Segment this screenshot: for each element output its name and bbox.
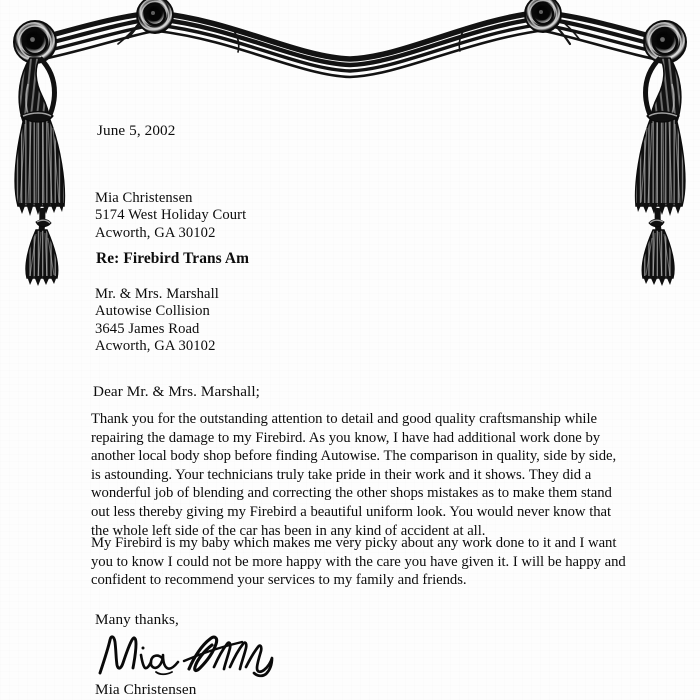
subject-line: Re: Firebird Trans Am (96, 250, 250, 267)
sender-line: Acworth, GA 30102 (95, 224, 216, 241)
recipient-line: Autowise Collision (95, 303, 210, 320)
sender-line: Mia Christensen (95, 190, 193, 206)
salutation: Dear Mr. & Mrs. Marshall; (93, 383, 261, 400)
recipient-line: 3645 James Road (95, 320, 200, 337)
body-paragraph: My Firebird is my baby which makes me very picky about any work done to it and I want you to know I could not be more happy with the care you have given it. I will be happy and confident to recommend your services to my family and friends. (91, 535, 626, 589)
sender-line: 5174 West Holiday Court (95, 207, 247, 224)
sender-address-block (95, 190, 246, 242)
body-paragraph: Thank you for the outstanding attention to detail and good quality craftsmanship while repairing the damage to my Firebird. As you know, I have had additional work done by another local body shop before finding Autowise. The comparison in quality, side by side, is astounding. Your technicians truly take pride in their work and it shows. They did a wonderful job of blending and correcting the other shops mistakes as to make them stand out less thereby giving my Firebird a beautiful uniform look. You would never know that the whole left side of the car has been in any kind of accident at all. (91, 411, 617, 539)
closing-line: Many thanks, (95, 611, 179, 628)
recipient-line: Mr. & Mrs. Marshall (95, 286, 219, 302)
signature-mia-christensen (96, 631, 296, 683)
recipient-line: Acworth, GA 30102 (95, 338, 216, 355)
recipient-address-block (95, 286, 219, 356)
signed-name: Mia Christensen (95, 681, 197, 698)
letter-date: June 5, 2002 (97, 122, 176, 139)
